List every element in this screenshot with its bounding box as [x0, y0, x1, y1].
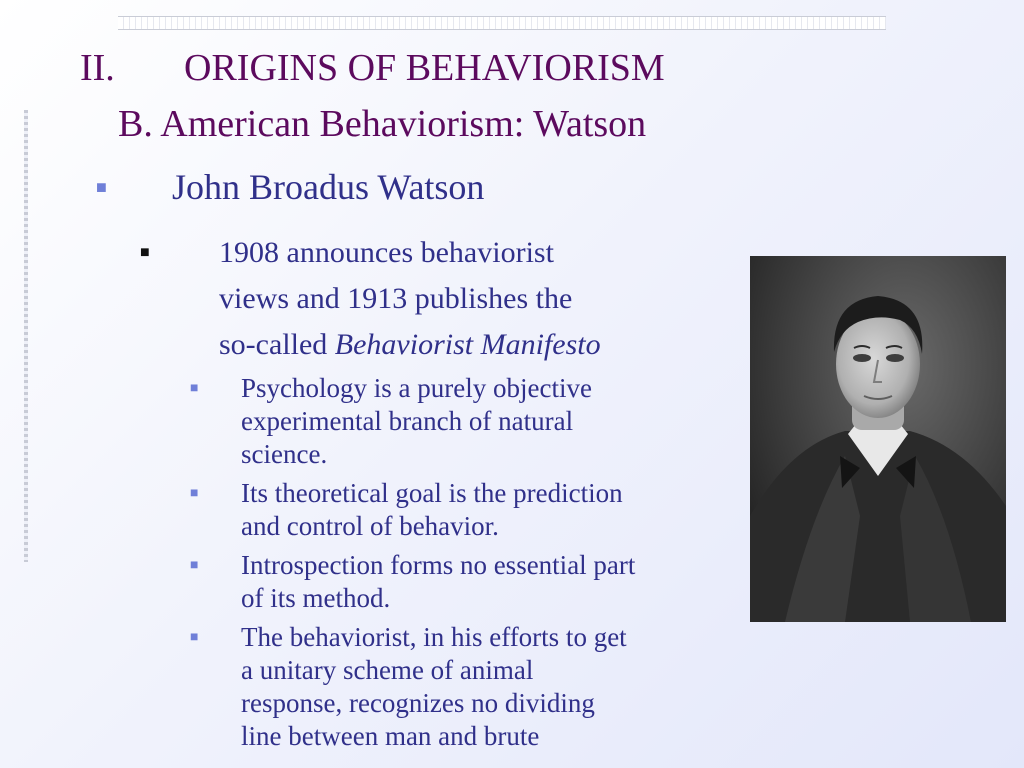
list-item-line: Its theoretical goal is the prediction: [241, 478, 623, 508]
manifesto-prefix: so-called: [219, 328, 335, 361]
list-item: [190, 477, 750, 543]
bullet-level2-text: [219, 230, 739, 368]
list-item: [190, 621, 750, 753]
list-item-line: response, recognizes no dividing: [241, 688, 595, 718]
list-item-text: [241, 477, 750, 543]
side-decorative-rule: [24, 110, 28, 562]
portrait-illustration: [750, 256, 1006, 622]
list-item-text: [241, 621, 750, 753]
list-item-text: [241, 372, 750, 471]
square-bullet-icon: ■: [190, 381, 199, 396]
list-item-line: experimental branch of natural: [241, 406, 574, 436]
list-item-line: and control of behavior.: [241, 511, 499, 541]
watson-portrait-photo: [750, 256, 1006, 622]
title-number: II.: [80, 47, 115, 89]
list-item-line: science.: [241, 439, 328, 469]
square-bullet-icon: ■: [140, 244, 150, 261]
list-item-line: line between man and brute: [241, 721, 540, 751]
list-item-line: a unitary scheme of animal: [241, 655, 534, 685]
slide-subtitle: B. American Behaviorism: Watson: [118, 103, 647, 145]
bullet-level3-list: [190, 372, 750, 759]
list-item-line: The behaviorist, in his efforts to get: [241, 622, 627, 652]
list-item: [190, 549, 750, 615]
bullet-level1-text: John Broadus Watson: [172, 167, 485, 207]
list-item-text: [241, 549, 750, 615]
list-item-line: Psychology is a purely objective: [241, 373, 592, 403]
list-item-line: of its method.: [241, 583, 391, 613]
bullet-level2-line: [219, 322, 739, 368]
bullet-level2-line: 1908 announces behaviorist: [219, 236, 554, 269]
bullet-level2-line: views and 1913 publishes the: [219, 282, 573, 315]
list-item: [190, 372, 750, 471]
manifesto-title: Behaviorist Manifesto: [334, 328, 601, 361]
square-bullet-icon: ■: [190, 630, 199, 645]
square-bullet-icon: ■: [190, 486, 199, 501]
list-item-line: Introspection forms no essential part: [241, 550, 636, 580]
title-text: ORIGINS OF BEHAVIORISM: [184, 47, 665, 89]
square-bullet-icon: ■: [96, 177, 107, 197]
square-bullet-icon: ■: [190, 558, 199, 573]
slide-title: [80, 46, 665, 90]
top-decorative-rule: [118, 16, 886, 30]
